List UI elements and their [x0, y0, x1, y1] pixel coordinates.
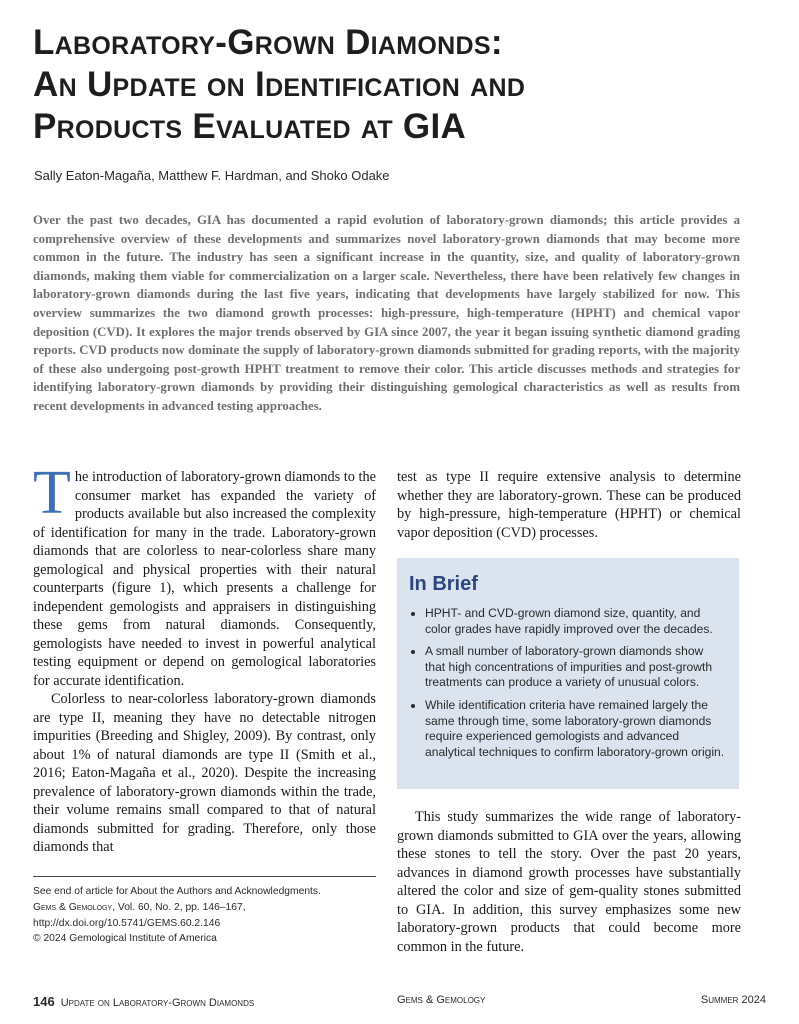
footnote-doi-link[interactable]: http://dx.doi.org/10.5741/GEMS.60.2.146: [33, 917, 221, 929]
body-column-right-top: [397, 468, 741, 542]
title-line-3: Products Evaluated at GIA: [33, 107, 467, 146]
footer-journal: Gems & Gemology: [397, 994, 486, 1006]
paragraph-3: This study summarizes the wide range of laboratory-grown diamonds submitted to GIA over the years, allowing these stones to tell the story. Over the past 20 years, advances in diamond growth processes have substantially altered the color and size of gem-quality stones submitted to GIA. In addition, this survey emphasizes some new laboratory-grown products that could become more common in the future.: [397, 809, 741, 955]
footnote-copyright: © 2024 Gemological Institute of America: [33, 933, 217, 945]
drop-cap: T: [33, 459, 71, 527]
paragraph-2-continued: test as type II require extensive analysis to determine whether they are laboratory-grown. These can be produced by high-pressure, high-temperature (HPHT) or chemical vapor deposition (CVD) processes.: [397, 469, 741, 541]
page-number: 146: [33, 994, 55, 1009]
in-brief-box: [397, 558, 739, 789]
footnote-divider: [33, 876, 376, 877]
abstract: Over the past two decades, GIA has documented a rapid evolution of laboratory-grown diamonds; this article provides a comprehensive overview of these developments and summarizes novel laboratory-grown diamonds that may become more common in the future. The industry has seen a significant increase in the quantity, size, and quality of laboratory-grown diamonds, making them viable for commercialization on a larger scale. Nevertheless, there have been relatively few changes in laboratory-grown diamonds during the last five years, indicating that developments have largely stabilized for now. This overview summarizes the two diamond growth processes: high-pressure, high-temperature (HPHT) and chemical vapor deposition (CVD). It explores the major trends observed by GIA since 2007, the year it began issuing synthetic diamond grading reports. CVD products now dominate the supply of laboratory-grown diamonds submitted for grading reports, with the majority of these also undergoing post-growth HPHT treatment to remove their color. This article discusses methods and strategies for identifying laboratory-grown diamonds by providing their distinguishing gemological characteristics as well as results from recent developments in advanced testing approaches.: [33, 213, 740, 413]
in-brief-heading: In Brief: [409, 573, 478, 595]
in-brief-item: • A small number of laboratory-grown diamonds show that high concentrations of impurities and post-growth treatments can produce a variety of unusual colors.: [425, 644, 725, 691]
title-line-1: Laboratory-Grown Diamonds:: [33, 23, 503, 62]
paragraph-2: Colorless to near-colorless laboratory-grown diamonds are type II, meaning they have no detectable nitrogen impurities (Breeding and Shigley, 2009). By contrast, only about 1% of natural diamonds are type II (Smith et al., 2016; Eaton-Magaña et al., 2020). Despite the increasing prevalence of laboratory-grown diamonds within the trade, their volume remains small compared to that of natural diamonds submitted for grading. Therefore, only those diamonds that: [33, 691, 376, 855]
footnote-journal: Gems & Gemology: [33, 901, 113, 913]
footer-issue: Summer 2024: [700, 994, 766, 1006]
footer-left: [33, 994, 254, 1009]
in-brief-item: • While identification criteria have remained largely the same through time, some laboratory-grown diamonds require experienced gemologists and advanced analytical techniques to confirm laboratory-grown origin.: [425, 698, 725, 760]
title-line-2: An Update on Identification and: [33, 65, 526, 104]
footnote-citation: [33, 900, 376, 916]
author-list: Sally Eaton-Magaña, Matthew F. Hardman, and Shoko Odake: [34, 168, 390, 183]
article-title: [33, 22, 773, 148]
paragraph-1-text: he introduction of laboratory-grown diamonds to the consumer market has expanded the variety of products available but also increased the complexity of identification for many in the trade. Laboratory-grown diamonds that are colorless to near-colorless share many gemological and physical properties with their natural counterparts (figure 1), which presents a challenge for independent gemologists and appraisers in distinguishing these gems from natural diamonds. Consequently, gemologists have needed to invest in powerful analytical testing equipment or depend on gemological laboratories for accurate identification.: [33, 469, 376, 689]
in-brief-list: [409, 606, 725, 760]
footnote-authors-note: See end of article for About the Authors and Acknowledgments.: [33, 886, 321, 897]
footnote-volume: , Vol. 60, No. 2, pp. 146–167,: [112, 901, 246, 913]
paragraph-1: [33, 459, 376, 690]
body-column-right-bottom: [397, 808, 741, 956]
running-title: Update on Laboratory-Grown Diamonds: [60, 997, 255, 1009]
body-column-left: [33, 459, 376, 857]
in-brief-item: • HPHT- and CVD-grown diamond size, quantity, and color grades have rapidly improved over the decades.: [425, 606, 725, 637]
footnote: [33, 884, 376, 947]
